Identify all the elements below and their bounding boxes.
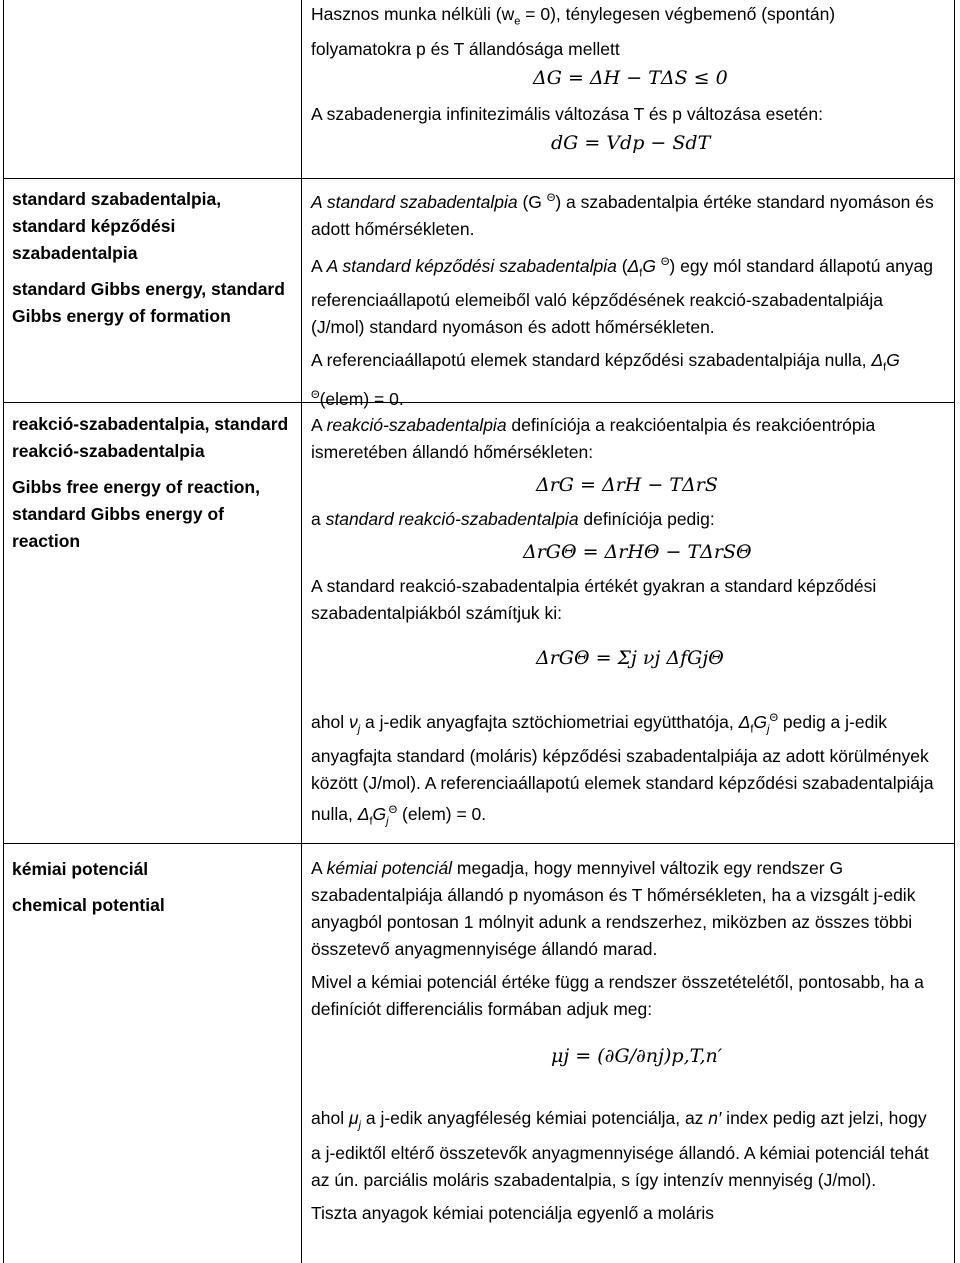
delta-f-g-symbol: $\Delta_fG$ (871, 350, 900, 374)
row3-p3-rest: index pedig azt jelzi, hogy a j-ediktől eltérő összetevők anyagmennyisége állandó. A kémiai potenciál tehát az ún. parciális moláris szabadentalpia, s így intenzív mennyiség (J/mol). (311, 1108, 929, 1190)
differential-gibbs-equation: dG = Vdp − SdT (551, 131, 711, 154)
row3-para1 (311, 855, 941, 963)
row2-p2-text: definíciója pedig: (578, 509, 715, 529)
row0-line1 (311, 1, 941, 36)
row3-term-hu: kémiai potenciál (12, 859, 149, 879)
chemical-potential-equation: μj = (∂G/∂nj)p,T,n′ (551, 1045, 723, 1067)
sum-formation-equation: ΔrGΘ = Σj νj ΔfGjΘ (536, 647, 724, 669)
row0-line1-sub: e (514, 15, 521, 28)
row1-para3 (311, 347, 941, 412)
row2-term-hu: reakció-szabadentalpia, standard reakció-szabadentalpia (12, 414, 289, 461)
row3-p1-italic: kémiai potenciál (326, 858, 453, 878)
row3-p3-prefix: ahol (311, 1108, 349, 1128)
row2-definition (311, 412, 941, 836)
row1-p1-italic: A standard szabadentalpia (311, 191, 518, 212)
n-prime-symbol: n′ (708, 1108, 722, 1128)
row1-p2-italic: A standard képződési szabadentalpia (326, 255, 617, 276)
table-border-right (954, 0, 955, 1263)
gibbs-inequality-equation: ΔG = ΔH − TΔS ≤ 0 (533, 66, 728, 89)
row0-line1-rest: = 0), ténylegesen végbemenő (spontán) (520, 4, 836, 24)
row1-p2-text: ) egy mól standard állapotú anyag referenciaállapotú elemeiből való képződésének reakció-szabadentalpiája (J/mol) standard nyomáson és adott hőmérsékleten. (311, 255, 934, 338)
row3-p3-text: a j-edik anyagféleség kémiai potenciálja, az (361, 1108, 709, 1128)
row1-p3-rest: (elem) = 0. (319, 388, 404, 409)
row2-p4-prefix: ahol (311, 711, 349, 732)
delta-f-gj-symbol: $\Delta_fG_j^\Theta$ (738, 711, 779, 736)
row2-p1-italic: reakció-szabadentalpia (326, 415, 507, 435)
row2-p2-prefix: a (311, 509, 326, 529)
row2-eq1-line (311, 466, 941, 506)
mu-j-symbol: $\mu_j$ (348, 1108, 361, 1132)
row1-term-en: standard Gibbs energy, standard Gibbs energy of formation (12, 279, 285, 326)
nu-j-symbol: $\nu_j$ (348, 711, 361, 736)
row-divider-3 (3, 843, 955, 844)
row2-p4-rest: (elem) = 0. (397, 804, 487, 825)
row0-line3: A szabadenergia infinitezimális változása T és p változása esetén: (311, 103, 824, 124)
row2-p4-text2: pedig a j-edik anyagfajta standard (moláris) képződési szabadentalpiája az adott körülmények között (J/mol). A referenciaállapotú elemek standard képződési szabadentalpiája nulla, (311, 711, 934, 825)
row0-definition (311, 1, 941, 162)
delta-f-gj-symbol: $\Delta_fG_j^\Theta$ (357, 804, 398, 828)
row0-eq2-line (311, 128, 941, 162)
reaction-gibbs-equation: ΔrG = ΔrH − TΔrS (536, 474, 718, 496)
row3-eq1-line (311, 1023, 941, 1105)
row3-p1-text: megadja, hogy mennyivel változik egy rendszer G szabadentalpiája állandó p nyomáson és T hőmérsékleten, ha a vizsgált j-edik anyagból pontosan 1 mólnyit adunk a rendszerhez, miközben az összes többi összetevő anyagmennyisége állandó marad. (311, 858, 916, 959)
row1-p3-text: A referenciaállapotú elemek standard képződési szabadentalpiája nulla, (311, 350, 872, 371)
row2-eq2-line (311, 533, 941, 573)
row2-p1-prefix: A (311, 415, 327, 435)
row2-p4-text: a j-edik anyagfajta sztöchiometriai együtthatója, (360, 711, 739, 732)
row1-terms (12, 186, 294, 339)
row2-terms (12, 411, 294, 564)
row1-p1-symbol: (G (517, 191, 547, 212)
row0-line1-text: Hasznos munka nélküli (w (311, 4, 515, 24)
row3-definition (311, 855, 941, 1233)
row0-eq1-line (311, 63, 941, 101)
column-divider (301, 0, 302, 1263)
theta-superscript: Θ (660, 255, 670, 268)
row-divider-1 (3, 178, 955, 179)
row1-definition (311, 185, 941, 418)
table-border-left (3, 0, 4, 1263)
row2-p1-text: definíciója a reakcióentalpia és reakcióentrópia ismeretében állandó hőmérsékleten: (311, 415, 876, 462)
row3-term-en: chemical potential (12, 895, 165, 915)
row3-para3 (311, 1105, 941, 1194)
row0-line2: folyamatokra p és T állandósága mellett (311, 38, 620, 59)
row2-term-en: Gibbs free energy of reaction, standard Gibbs energy of reaction (12, 477, 260, 551)
delta-f-g-symbol: $\Delta_fG$ (627, 255, 661, 280)
row3-para2: Mivel a kémiai potenciál értéke függ a rendszer összetételétől, pontosabb, ha a definíciót differenciális formában adjuk meg: (311, 972, 924, 1019)
row1-para2: A A standard képződési szabadentalpia ($\Delta_fG$ $^\Theta$) egy mól standard állapotú anyag referenciaállapotú elemeiből való képződésének reakció-szabadentalpiája (J/mol) standard nyomáson és adott hőmérsékleten. (311, 255, 934, 338)
row3-para4: Tiszta anyagok kémiai potenciálja egyenlő a moláris (311, 1202, 715, 1223)
row3-p1-prefix: A (311, 858, 327, 878)
standard-reaction-gibbs-equation: ΔrGΘ = ΔrHΘ − TΔrSΘ (523, 541, 752, 563)
row1-p2-prefix: A (311, 255, 327, 276)
row1-p1-text: ) a szabadentalpia értéke standard nyomáson és adott hőmérsékleten. (311, 191, 934, 239)
row1-term-hu: standard szabadentalpia, standard képződési szabadentalpia (12, 189, 222, 263)
row2-para4 (311, 705, 941, 836)
row2-para3: A standard reakció-szabadentalpia értékét gyakran a standard képződési szabadentalpiákból számítjuk ki: (311, 576, 877, 623)
row2-para2 (311, 506, 941, 533)
row2-para1 (311, 412, 941, 466)
row1-para1 (311, 185, 941, 243)
theta-superscript: Θ (546, 192, 556, 204)
theta-superscript: Θ (311, 388, 320, 401)
row2-p2-italic: standard reakció-szabadentalpia (325, 509, 579, 529)
row2-eq3-line (311, 627, 941, 705)
row3-terms (12, 856, 294, 928)
